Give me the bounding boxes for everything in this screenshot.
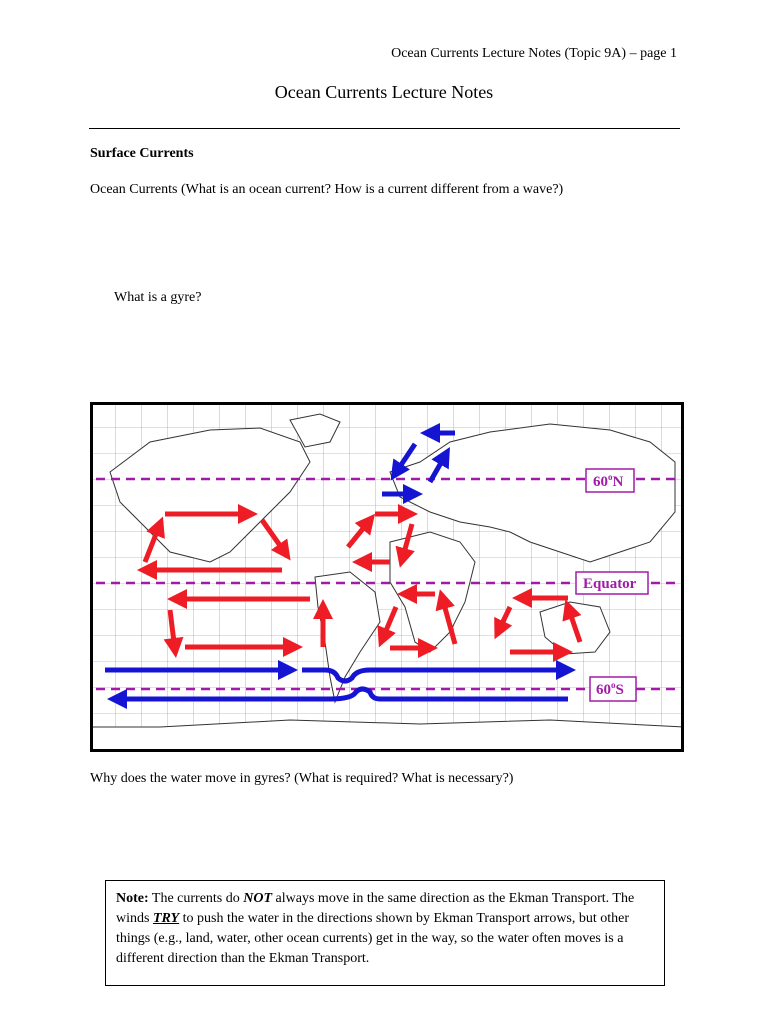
section-heading: Surface Currents bbox=[90, 146, 194, 161]
note-part3: to push the water in the directions shown by Ekman Transport arrows, but other things (e.g., land, water, other ocean currents) get in the way, so the water often moves is a different direction than the Ekman Transport. bbox=[116, 911, 630, 966]
ocean-currents-map bbox=[90, 402, 684, 752]
label-60s bbox=[590, 677, 636, 701]
running-head: Ocean Currents Lecture Notes (Topic 9A) – page 1 bbox=[391, 46, 677, 61]
svg-text:60oS: 60$^o$S bbox=[596, 680, 624, 698]
title-rule bbox=[89, 128, 680, 129]
note-part2: always move in the same direction as the Ekman Transport. The winds bbox=[116, 891, 635, 926]
page-title: Ocean Currents Lecture Notes bbox=[274, 82, 494, 102]
note-lead: Note: bbox=[116, 891, 149, 906]
question-ocean-current: Ocean Currents (What is an ocean current? How is a current different from a wave?) bbox=[90, 182, 564, 197]
question-why-gyres: Why does the water move in gyres? (What is required? What is necessary?) bbox=[90, 771, 514, 786]
question-gyre: What is a gyre? bbox=[114, 290, 202, 305]
svg-text:Equator: Equator bbox=[583, 576, 637, 592]
note-not: NOT bbox=[243, 891, 273, 906]
label-equator bbox=[576, 572, 648, 594]
label-60n bbox=[586, 469, 634, 492]
note-try: TRY bbox=[152, 911, 180, 926]
note-box bbox=[105, 880, 665, 986]
svg-text:60oN: 60$^o$N bbox=[593, 472, 624, 490]
note-part1: The currents do bbox=[148, 891, 244, 906]
